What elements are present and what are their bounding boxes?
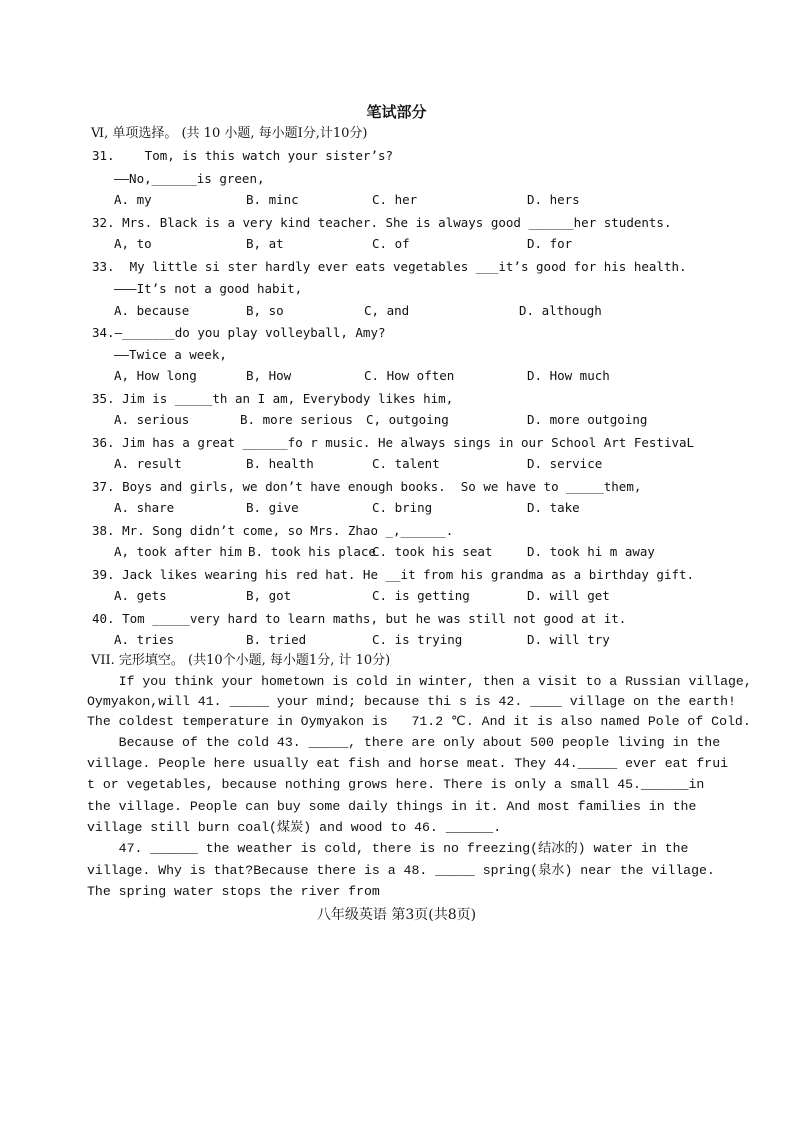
option-b: B. took his place: [248, 544, 376, 559]
passage-line: The coldest temperature in Oymyakon is 71.2 ℃. And it is also named Pole of Cold.: [87, 714, 751, 729]
option-a: A. result: [114, 456, 182, 471]
passage-line: village. People here usually eat fish and horse meat. They 44._____ ever eat frui: [87, 756, 729, 771]
question-stem: 39. Jack likes wearing his red hat. He __it from his grandma as a birthday gift.: [92, 567, 695, 582]
option-b: B, at: [246, 236, 284, 251]
option-b: B. minc: [246, 192, 299, 207]
option-c: C. talent: [372, 456, 440, 471]
question-stem: 38. Mr. Song didn’t come, so Mrs. Zhao _,______.: [92, 523, 454, 538]
passage-line: Oymyakon,will 41. _____ your mind; because thi s is 42. ____ village on the earth!: [87, 694, 736, 709]
page-footer: 八年级英语 第3页(共8页): [316, 907, 477, 923]
option-d: D. How much: [527, 368, 610, 383]
passage-line: Because of the cold 43. _____, there are only about 500 people living in the: [87, 735, 721, 750]
question-stem: 33. My little si ster hardly ever eats vegetables ___it’s good for his health.: [92, 259, 687, 274]
option-a: A. gets: [114, 588, 167, 603]
option-d: D. service: [527, 456, 603, 471]
passage-line: If you think your hometown is cold in winter, then a visit to a Russian village,: [87, 674, 752, 689]
option-d: D. take: [527, 500, 580, 515]
question-stem: 34.—_______do you play volleyball, Amy?: [92, 325, 386, 340]
option-b: B. more serious: [240, 412, 353, 427]
passage-line: village still burn coal(煤炭) and wood to 46. ______.: [87, 820, 502, 835]
passage-line: 47. ______ the weather is cold, there is no freezing(结冰的) water in the: [87, 841, 689, 856]
option-c: C. her: [372, 192, 418, 207]
question-stem: 40. Tom _____very hard to learn maths, but he was still not good at it.: [92, 611, 627, 626]
option-b: B. health: [246, 456, 314, 471]
option-a: A. serious: [114, 412, 190, 427]
section-heading-choice: Ⅵ, 单项选择。 (共 10 小题, 每小题Ⅰ分,计10分): [91, 126, 368, 141]
passage-line: The spring water stops the river from: [87, 884, 380, 899]
option-c: C. How often: [364, 368, 455, 383]
option-a: A, How long: [114, 368, 197, 383]
option-d: D. will get: [527, 588, 610, 603]
passage-line: village. Why is that?Because there is a 48. _____ spring(泉水) near the village.: [87, 863, 715, 878]
question-reply: ——No,______is green,: [114, 171, 265, 186]
option-a: A, took after him: [114, 544, 242, 559]
option-a: A. because: [114, 303, 190, 318]
option-c: C. took his seat: [372, 544, 493, 559]
option-b: B, How: [246, 368, 292, 383]
question-stem: 31. Tom, is this watch your sister’s?: [92, 148, 394, 163]
passage-line: the village. People can buy some daily things in it. And most families in the: [87, 799, 697, 814]
option-b: B. tried: [246, 632, 307, 647]
option-d: D. took hi m away: [527, 544, 655, 559]
option-a: A. share: [114, 500, 175, 515]
question-stem: 35. Jim is _____th an I am, Everybody likes him,: [92, 391, 454, 406]
question-stem: 36. Jim has a great ______fo r music. He always sings in our School Art FestivaL: [92, 435, 695, 450]
section-heading-cloze: VII. 完形填空。 (共10个小题, 每小题1分, 计 10分): [91, 653, 391, 668]
question-stem: 37. Boys and girls, we don’t have enough books. So we have to _____them,: [92, 479, 642, 494]
option-b: B, got: [246, 588, 292, 603]
option-b: B, so: [246, 303, 284, 318]
question-reply: ——Twice a week,: [114, 347, 227, 362]
option-b: B. give: [246, 500, 299, 515]
option-c: C. of: [372, 236, 410, 251]
question-reply: ———It’s not a good habit,: [114, 281, 303, 296]
option-c: C, and: [364, 303, 410, 318]
question-stem: 32. Mrs. Black is a very kind teacher. She is always good ______her students.: [92, 215, 672, 230]
option-d: D. will try: [527, 632, 610, 647]
page-title: 笔试部分: [366, 103, 427, 121]
option-d: D. hers: [527, 192, 580, 207]
option-d: D. more outgoing: [527, 412, 648, 427]
option-a: A. tries: [114, 632, 175, 647]
option-c: C. bring: [372, 500, 433, 515]
option-d: D. for: [527, 236, 573, 251]
option-d: D. although: [519, 303, 602, 318]
option-a: A, to: [114, 236, 152, 251]
option-a: A. my: [114, 192, 152, 207]
option-c: C. is getting: [372, 588, 470, 603]
option-c: C. is trying: [372, 632, 463, 647]
passage-line: t or vegetables, because nothing grows here. There is only a small 45.______in: [87, 777, 705, 792]
option-c: C, outgoing: [366, 412, 449, 427]
